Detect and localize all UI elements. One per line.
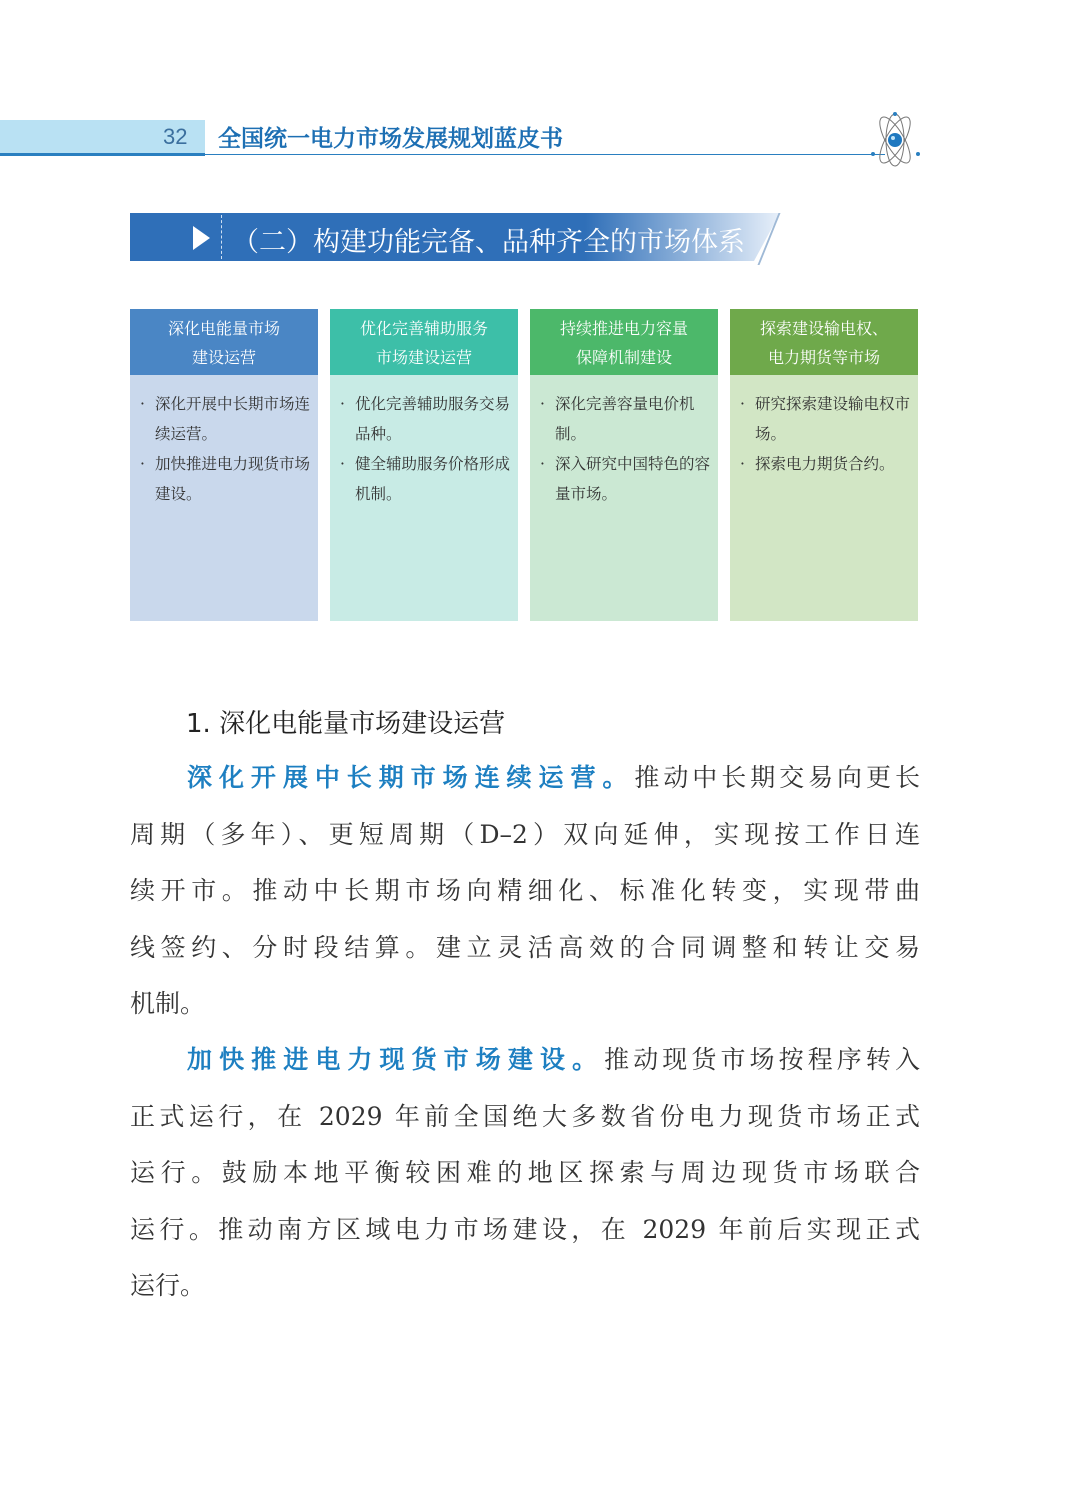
- paragraph-line: 运行。推动南方区域电力市场建设，在 2029 年前后实现正式: [130, 1214, 920, 1244]
- column-header: [730, 309, 918, 375]
- column-transmission-futures: [730, 309, 918, 621]
- list-item: · 加快推进电力现货市场建设。: [138, 449, 312, 509]
- paragraph-line: 续开市。推动中长期市场向精细化、标准化转变，实现带曲: [130, 876, 920, 905]
- column-title-line: 优化完善辅助服务: [359, 319, 488, 338]
- paragraph-lead: 深化开展中长期市场连续运营。: [187, 763, 635, 792]
- column-title-line: 持续推进电力容量: [559, 319, 688, 338]
- paragraph-text: 推动现货市场按程序转入: [604, 1045, 920, 1074]
- list-item: · 研究探索建设输电权市场。: [738, 389, 912, 449]
- header-rule: [0, 153, 205, 156]
- paragraph-text: 推动中长期交易向更长: [634, 763, 920, 792]
- list-item: · 深化开展中长期市场连续运营。: [138, 389, 312, 449]
- page-number: 32: [163, 124, 188, 149]
- paragraph-line: 正式运行，在 2029 年前全国绝大多数省份电力现货市场正式: [130, 1101, 920, 1131]
- banner-divider: [221, 215, 222, 259]
- subheading: 1. 深化电能量市场建设运营: [186, 709, 506, 739]
- list-item: · 深入研究中国特色的容量市场。: [538, 449, 712, 509]
- column-ancillary-service: [330, 309, 518, 621]
- atom-icon: [865, 110, 925, 170]
- list-item: · 探索电力期货合约。: [738, 449, 912, 479]
- section-title: （二）构建功能完备、品种齐全的市场体系: [232, 227, 745, 258]
- column-header: [130, 309, 318, 375]
- list-item: · 健全辅助服务价格形成机制。: [338, 449, 512, 509]
- paragraph-line: 运行。鼓励本地平衡较困难的地区探索与周边现货市场联合: [130, 1158, 920, 1187]
- column-title-line: 深化电能量市场: [167, 319, 280, 338]
- paragraph: [130, 1032, 920, 1315]
- column-capacity: [530, 309, 718, 621]
- column-header: [530, 309, 718, 375]
- play-triangle-icon: [193, 226, 210, 250]
- column-title-line: 建设运营: [191, 348, 256, 367]
- header-rule-thin: [205, 154, 885, 155]
- paragraph-line: 线签约、分时段结算。建立灵活高效的合同调整和转让交易: [130, 932, 920, 962]
- paragraph-line: [130, 1032, 920, 1089]
- paragraph: [130, 750, 920, 1033]
- column-title-line: 电力期货等市场: [767, 348, 880, 367]
- book-title: 全国统一电力市场发展规划蓝皮书: [218, 126, 563, 152]
- list-item: · 优化完善辅助服务交易品种。: [338, 389, 512, 449]
- column-title-line: 探索建设输电权、: [759, 319, 888, 338]
- column-header: [330, 309, 518, 375]
- column-title-line: 保障机制建设: [575, 348, 672, 367]
- list-item: · 深化完善容量电价机制。: [538, 389, 712, 449]
- paragraph-line: 机制。: [130, 989, 206, 1018]
- paragraph-line: 运行。: [130, 1271, 206, 1300]
- paragraph-line: 周期（多年）、更短周期（D–2）双向延伸，实现按工作日连: [130, 819, 920, 849]
- column-energy-market: [130, 309, 318, 621]
- column-title-line: 市场建设运营: [375, 348, 472, 367]
- paragraph-line: [130, 750, 920, 807]
- paragraph-lead: 加快推进电力现货市场建设。: [187, 1045, 605, 1074]
